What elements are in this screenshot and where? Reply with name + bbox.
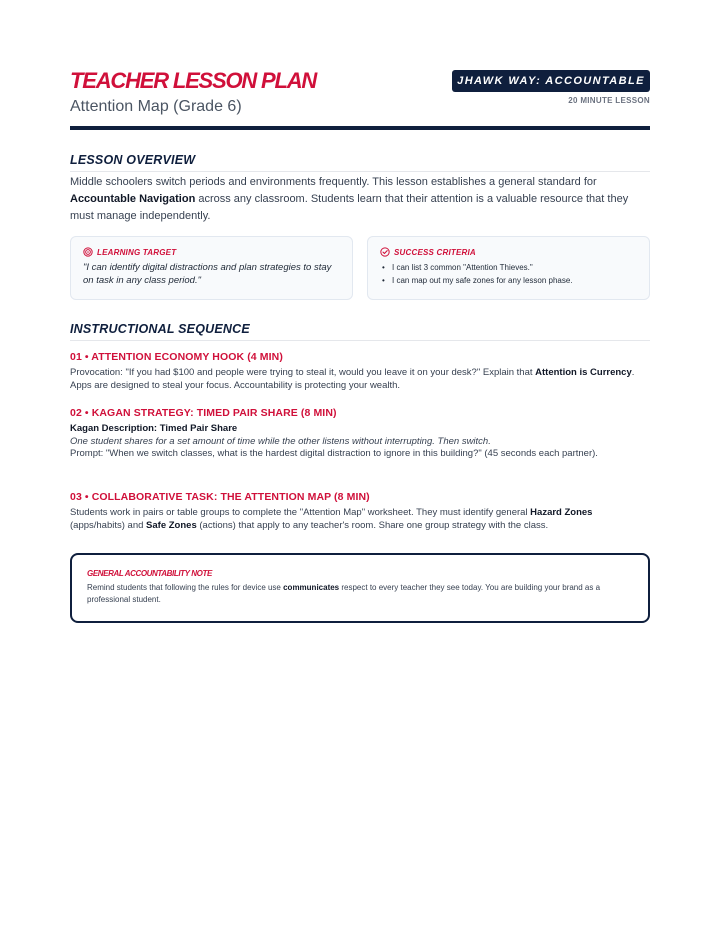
success-criteria-heading bbox=[380, 247, 637, 257]
learning-target-card bbox=[70, 236, 353, 300]
note-bold-term: communicates bbox=[283, 583, 340, 592]
criteria-item: • I can map out my safe zones for any lesson phase. bbox=[380, 274, 637, 287]
accountability-note bbox=[70, 553, 650, 623]
step-bold-term: Attention is Currency bbox=[535, 367, 632, 378]
step-1-body bbox=[70, 367, 650, 392]
step-2-body bbox=[70, 423, 650, 461]
step-text-part: . Apps are designed to steal your focus. Accountability is protecting your wealth. bbox=[70, 367, 635, 391]
step-3-title: 03 • COLLABORATIVE TASK: THE ATTENTION MAP (8 MIN) bbox=[70, 491, 370, 503]
overview-paragraph bbox=[70, 174, 650, 225]
step-1-title: 01 • ATTENTION ECONOMY HOOK (4 MIN) bbox=[70, 351, 283, 363]
section-heading-overview: LESSON OVERVIEW bbox=[70, 153, 650, 172]
check-circle-icon bbox=[380, 247, 390, 257]
step-2-title: 02 • KAGAN STRATEGY: TIMED PAIR SHARE (8 MIN) bbox=[70, 407, 337, 419]
step-2-prompt: Prompt: "When we switch classes, what is the hardest digital distraction to ignore in this building?" (45 seconds each partner). bbox=[70, 448, 598, 459]
document-title: TEACHER LESSON PLAN bbox=[70, 68, 317, 93]
section-heading-sequence: INSTRUCTIONAL SEQUENCE bbox=[70, 322, 650, 341]
criteria-item: • I can list 3 common "Attention Thieves." bbox=[380, 261, 637, 274]
overview-text-part: across any classroom. Students learn that their attention is a valuable resource that they must manage independently. bbox=[70, 193, 629, 222]
learning-target-heading bbox=[83, 247, 340, 257]
overview-text-part: Middle schoolers switch periods and environments frequently. This lesson establishes a general standard for bbox=[70, 176, 597, 188]
step-text-part: (apps/habits) and bbox=[70, 519, 147, 531]
note-text-part: respect to every teacher they see today. You are building your brand as a professional student. bbox=[87, 583, 601, 604]
target-icon bbox=[83, 247, 93, 257]
header-divider bbox=[70, 126, 650, 130]
header bbox=[70, 68, 650, 130]
step-3-body bbox=[70, 507, 650, 532]
step-text-part: Students work in pairs or table groups to complete the "Attention Map" worksheet. They must identify general bbox=[70, 507, 531, 518]
step-text-part: Provocation: "If you had $100 and people were trying to steal it, would you leave it on your desk?" Explain that bbox=[70, 367, 536, 378]
success-criteria-label: SUCCESS CRITERIA bbox=[394, 247, 476, 257]
note-title: GENERAL ACCOUNTABILITY NOTE bbox=[87, 569, 212, 578]
document-subtitle: Attention Map (Grade 6) bbox=[70, 98, 242, 115]
lesson-duration: 20 MINUTE LESSON bbox=[568, 96, 650, 105]
success-criteria-card bbox=[367, 236, 650, 300]
overview-bold-term: Accountable Navigation bbox=[70, 193, 196, 205]
step-text-part: (actions) that apply to any teacher's room. Share one group strategy with the class. bbox=[196, 519, 549, 531]
note-text-part: Remind students that following the rules for device use bbox=[87, 583, 284, 592]
step-bold-term: Safe Zones bbox=[146, 519, 197, 531]
step-bold-term: Hazard Zones bbox=[530, 507, 593, 518]
note-text bbox=[87, 582, 633, 605]
criteria-list bbox=[380, 261, 637, 287]
kagan-label: Kagan Description: Timed Pair Share bbox=[70, 423, 238, 434]
kagan-description: One student shares for a set amount of time while the other listens without interrupting. Then switch. bbox=[70, 435, 491, 447]
learning-target-label: LEARNING TARGET bbox=[97, 247, 177, 257]
lesson-plan-page bbox=[70, 0, 650, 932]
core-value-badge: JHAWK WAY: ACCOUNTABLE bbox=[452, 70, 650, 92]
learning-target-text: "I can identify digital distractions and plan strategies to stay on task in any class period." bbox=[83, 262, 332, 286]
